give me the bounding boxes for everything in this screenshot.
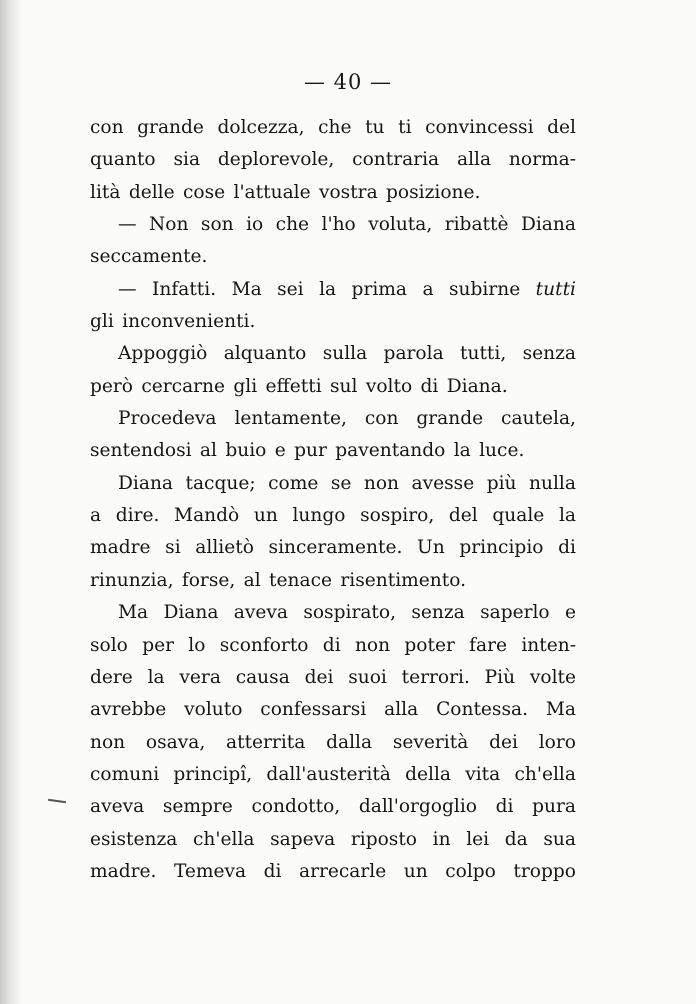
text-line bbox=[90, 791, 576, 823]
word: colpo bbox=[445, 860, 496, 882]
word: la bbox=[558, 505, 576, 527]
word: poter bbox=[404, 634, 455, 656]
word: che bbox=[318, 117, 352, 138]
word: sul bbox=[330, 375, 358, 397]
word: Procedeva bbox=[118, 408, 217, 430]
word: delle bbox=[128, 181, 175, 203]
word: ch'ella bbox=[193, 828, 255, 850]
word: osava, bbox=[145, 731, 206, 753]
word: sospirato, bbox=[303, 602, 396, 624]
word: Un bbox=[417, 537, 445, 559]
text-line bbox=[90, 500, 576, 532]
word: allietò bbox=[195, 537, 254, 559]
text-line bbox=[90, 532, 576, 564]
word: Diana bbox=[520, 214, 576, 236]
word: non bbox=[354, 634, 391, 656]
word: terrori. bbox=[401, 666, 470, 688]
word: tu bbox=[365, 117, 385, 138]
word: loro bbox=[538, 731, 576, 753]
word: per bbox=[142, 634, 174, 656]
word: di bbox=[420, 375, 439, 397]
word: tutti bbox=[535, 278, 576, 300]
text-line bbox=[90, 435, 576, 467]
word: alla bbox=[384, 699, 419, 721]
word: la bbox=[453, 440, 471, 462]
word: atterrita bbox=[226, 731, 306, 753]
word: forse, bbox=[181, 569, 236, 591]
word: vita bbox=[465, 763, 501, 785]
text-line bbox=[90, 856, 576, 888]
word: al bbox=[243, 569, 261, 591]
word: principî, bbox=[173, 763, 253, 785]
word: Non bbox=[149, 214, 189, 236]
word: come bbox=[268, 472, 319, 494]
word: voluta, bbox=[368, 214, 433, 236]
word: senza bbox=[411, 602, 465, 624]
word: lità bbox=[90, 181, 121, 203]
word: sempre bbox=[162, 796, 233, 818]
word: aveva bbox=[90, 796, 145, 818]
word: voluto bbox=[184, 699, 243, 721]
word: confessarsi bbox=[260, 699, 367, 721]
word: volto bbox=[365, 375, 413, 397]
text-line bbox=[90, 403, 576, 435]
word: luce. bbox=[479, 440, 525, 462]
text-line bbox=[90, 694, 576, 726]
word: dolcezza, bbox=[217, 117, 305, 138]
word: sua bbox=[543, 828, 576, 850]
word: alla bbox=[456, 149, 492, 171]
word: con bbox=[364, 408, 399, 430]
margin-mark bbox=[48, 799, 66, 803]
word: io bbox=[246, 214, 264, 236]
word: dall'orgoglio bbox=[358, 796, 477, 818]
word: quanto bbox=[90, 149, 156, 171]
text-line bbox=[90, 306, 576, 338]
word: pura bbox=[532, 796, 576, 818]
word: Temeva bbox=[173, 860, 247, 882]
text-line bbox=[90, 144, 576, 176]
word: inten- bbox=[521, 634, 576, 656]
text-line bbox=[90, 371, 576, 403]
word: sentendosi bbox=[90, 440, 192, 462]
word: dei bbox=[489, 731, 518, 753]
word: Appoggiò bbox=[118, 343, 208, 365]
word: grande bbox=[416, 408, 484, 430]
word: un bbox=[403, 860, 428, 882]
text-line bbox=[90, 824, 576, 856]
text-line bbox=[90, 209, 576, 241]
word: avesse bbox=[411, 472, 475, 494]
word: di bbox=[263, 860, 282, 882]
word: dalla bbox=[326, 731, 373, 753]
word: saperlo bbox=[480, 602, 550, 624]
word: alquanto bbox=[223, 343, 307, 365]
word: sospiro, bbox=[360, 505, 435, 527]
word: fare bbox=[469, 634, 508, 656]
word: l'attuale bbox=[233, 181, 311, 203]
word: e bbox=[564, 602, 576, 624]
word: Diana bbox=[118, 472, 174, 494]
word: causa bbox=[235, 666, 290, 688]
word: se bbox=[330, 472, 352, 494]
word: la bbox=[147, 666, 165, 688]
word: rinunzia, bbox=[90, 569, 174, 591]
word: lei bbox=[466, 828, 490, 850]
word: severità bbox=[392, 731, 469, 753]
word: a bbox=[90, 505, 102, 527]
word: senza bbox=[522, 343, 576, 365]
word: l'ho bbox=[321, 214, 356, 236]
word: suoi bbox=[348, 666, 387, 688]
word: ribattè bbox=[444, 214, 509, 236]
word: un bbox=[253, 505, 278, 527]
word: vera bbox=[179, 666, 221, 688]
word: arrecarle bbox=[299, 860, 387, 882]
word: gli bbox=[233, 375, 258, 397]
word: da bbox=[504, 828, 528, 850]
word: con bbox=[90, 117, 124, 138]
word: — bbox=[118, 278, 137, 300]
word: a bbox=[422, 278, 434, 300]
word: dall'austerità bbox=[266, 763, 391, 785]
text-line bbox=[90, 759, 576, 791]
word: di bbox=[558, 537, 576, 559]
word: effetti bbox=[265, 375, 322, 397]
word: cose bbox=[182, 181, 226, 203]
word: troppo bbox=[513, 860, 576, 882]
word: avrebbe bbox=[90, 699, 167, 721]
word: vostra bbox=[318, 181, 378, 203]
word: paventando bbox=[335, 440, 446, 462]
word: grande bbox=[137, 117, 204, 138]
word: tutti, bbox=[460, 343, 507, 365]
word: sulla bbox=[322, 343, 368, 365]
word: Diana bbox=[163, 602, 219, 624]
word: lungo bbox=[292, 505, 346, 527]
text-line bbox=[90, 565, 576, 597]
text-line bbox=[90, 112, 576, 144]
word: volte bbox=[529, 666, 576, 688]
word: nulla bbox=[529, 472, 576, 494]
word: solo bbox=[90, 634, 128, 656]
text-line bbox=[90, 727, 576, 759]
word: — bbox=[118, 214, 137, 236]
word: non bbox=[363, 472, 400, 494]
word: riposto bbox=[350, 828, 417, 850]
word: al bbox=[199, 440, 217, 462]
text-line bbox=[90, 177, 576, 209]
word: sinceramente. bbox=[268, 537, 403, 559]
word: Ma bbox=[231, 278, 262, 300]
word: madre bbox=[90, 537, 151, 559]
word: Contessa. bbox=[436, 699, 529, 721]
word: in bbox=[432, 828, 451, 850]
word: dere bbox=[90, 666, 133, 688]
word: cautela, bbox=[501, 408, 576, 430]
word: ch'ella bbox=[514, 763, 576, 785]
word: dei bbox=[304, 666, 334, 688]
word: di bbox=[322, 634, 341, 656]
word: del bbox=[547, 117, 576, 138]
word: tenace bbox=[269, 569, 333, 591]
word: parola bbox=[383, 343, 444, 365]
word: deplorevole, bbox=[217, 149, 335, 171]
word: Ma bbox=[545, 699, 576, 721]
word: pur bbox=[294, 440, 327, 462]
word: tacque; bbox=[185, 472, 256, 494]
word: non bbox=[90, 731, 126, 753]
text-line bbox=[90, 274, 576, 306]
word: subirne bbox=[448, 278, 521, 300]
word: che bbox=[275, 214, 310, 236]
word: più bbox=[486, 472, 517, 494]
text-line bbox=[90, 241, 576, 273]
word: quale bbox=[492, 505, 545, 527]
body-text bbox=[90, 112, 576, 888]
word: Diana. bbox=[446, 375, 508, 397]
word: lentamente, bbox=[234, 408, 347, 430]
text-line bbox=[90, 338, 576, 370]
word: prima bbox=[351, 278, 408, 300]
word: risentimento. bbox=[340, 569, 467, 591]
word: della bbox=[405, 763, 451, 785]
word: lo bbox=[188, 634, 206, 656]
word: però bbox=[90, 375, 133, 397]
word: Mandò bbox=[174, 505, 240, 527]
word: principio bbox=[459, 537, 544, 559]
word: Ma bbox=[118, 602, 149, 624]
text-line bbox=[90, 468, 576, 500]
word: si bbox=[165, 537, 181, 559]
word: condotto, bbox=[251, 796, 341, 818]
word: Infatti. bbox=[152, 278, 217, 300]
text-line bbox=[90, 597, 576, 629]
word: aveva bbox=[233, 602, 288, 624]
word: e bbox=[274, 440, 286, 462]
word: esistenza bbox=[90, 828, 178, 850]
word: convincessi bbox=[425, 117, 534, 138]
word: cercarne bbox=[141, 375, 226, 397]
word: inconvenienti. bbox=[122, 311, 256, 333]
word: gli bbox=[90, 311, 114, 333]
word: sia bbox=[173, 149, 201, 171]
word: son bbox=[200, 214, 234, 236]
page-binding-shadow bbox=[0, 0, 22, 1004]
word: madre. bbox=[90, 860, 157, 882]
word: sei bbox=[277, 278, 304, 300]
text-line bbox=[90, 662, 576, 694]
text-line bbox=[90, 630, 576, 662]
word: dire. bbox=[115, 505, 160, 527]
word: ti bbox=[398, 117, 412, 138]
word: di bbox=[495, 796, 514, 818]
word: posizione. bbox=[386, 181, 481, 203]
page-number: — 40 — bbox=[303, 70, 393, 94]
word: seccamente. bbox=[90, 246, 208, 268]
word: la bbox=[319, 278, 337, 300]
word: comuni bbox=[90, 763, 160, 785]
word: norma- bbox=[508, 149, 576, 171]
word: Più bbox=[484, 666, 516, 688]
word: sapeva bbox=[270, 828, 336, 850]
word: del bbox=[448, 505, 478, 527]
word: contraria bbox=[352, 149, 440, 171]
word: sconforto bbox=[219, 634, 309, 656]
word: buio bbox=[225, 440, 267, 462]
